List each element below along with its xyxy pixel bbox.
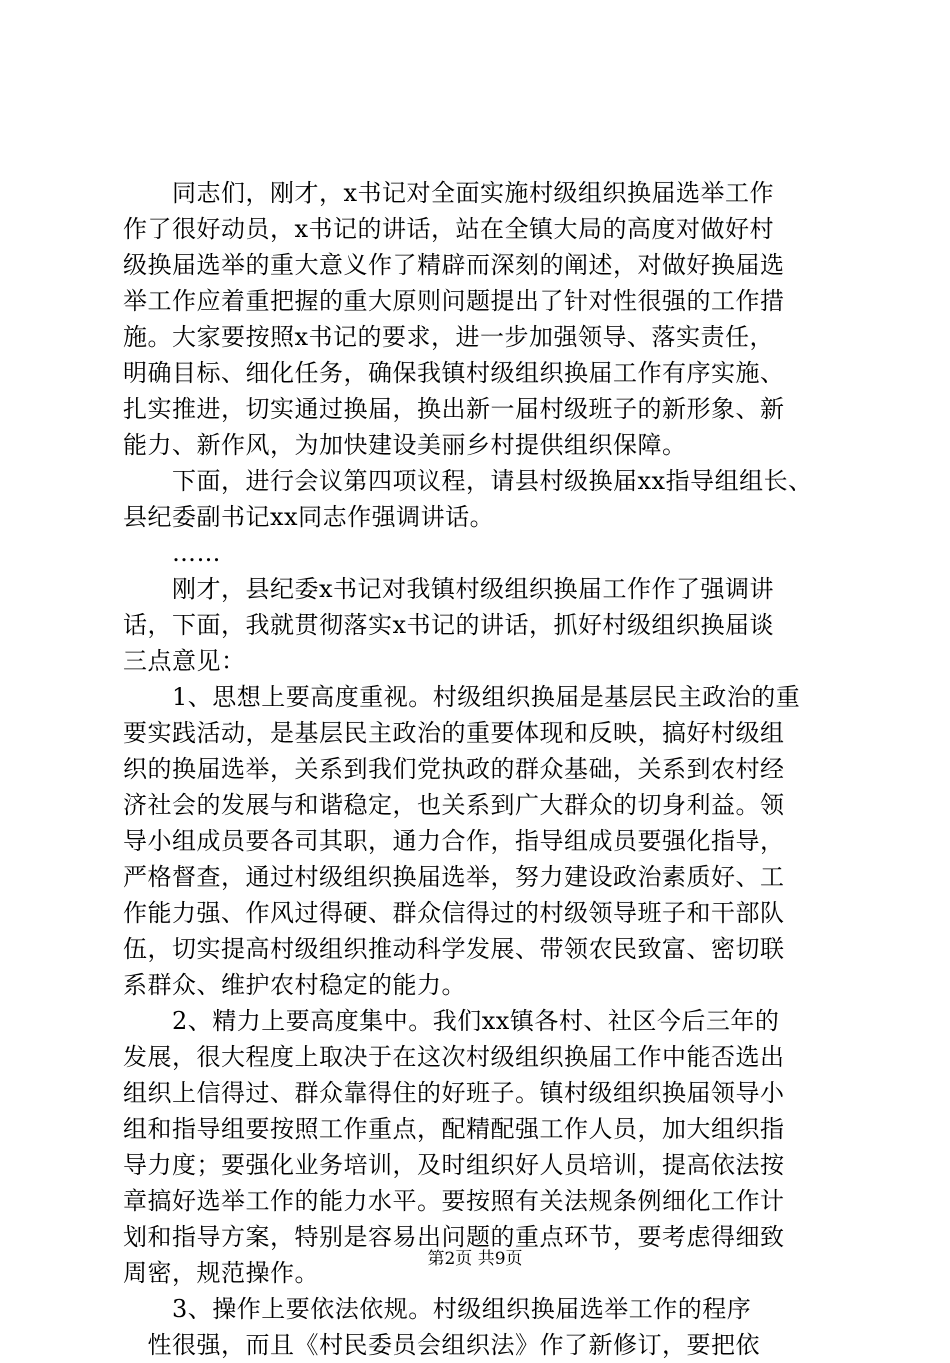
text-line: 严格督查，通过村级组织换届选举，努力建设政治素质好、工 (123, 863, 785, 891)
text-line: 组和指导组要按照工作重点，配精配强工作人员，加大组织指 (123, 1115, 785, 1143)
text-line: 作能力强、作风过得硬、群众信得过的村级领导班子和干部队 (123, 899, 785, 927)
text-line: 系群众、维护农村稳定的能力。 (123, 971, 466, 999)
text-line: 作了很好动员，x书记的讲话，站在全镇大局的高度对做好村 (123, 215, 775, 243)
text-line: …… (123, 539, 221, 567)
text-line: 发展，很大程度上取决于在这次村级组织换届工作中能否选出 (123, 1043, 785, 1071)
text-line: 伍，切实提高村级组织推动科学发展、带领农民致富、密切联 (123, 935, 785, 963)
text-line: 划和指导方案，特别是容易出问题的重点环节，要考虑得细致 (123, 1223, 785, 1251)
text-line: 级换届选举的重大意义作了精辟而深刻的阐述，对做好换届选 (123, 251, 785, 279)
text-line: 组织上信得过、群众靠得住的好班子。镇村级组织换届领导小 (123, 1079, 785, 1107)
text-line: 导小组成员要各司其职，通力合作，指导组成员要强化指导， (123, 827, 785, 855)
text-line: 同志们，刚才，x书记对全面实施村级组织换届选举工作 (123, 179, 775, 207)
text-line: 举工作应着重把握的重大原则问题提出了针对性很强的工作措 (123, 287, 785, 315)
text-line: 刚才，县纪委x书记对我镇村级组织换届工作作了强调讲 (123, 575, 775, 603)
text-line: 县纪委副书记xx同志作强调讲话。 (123, 503, 495, 531)
text-line: 3、操作上要依法依规。村级组织换届选举工作的程序 (123, 1295, 752, 1323)
text-line: 扎实推进，切实通过换届，换出新一届村级班子的新形象、新 (123, 395, 785, 423)
text-line: 话，下面，我就贯彻落实x书记的讲话，抓好村级组织换届谈 (123, 611, 775, 639)
text-line: 1、思想上要高度重视。村级组织换届是基层民主政治的重 (123, 683, 801, 711)
text-line: 织的换届选举，关系到我们党执政的群众基础，关系到农村经 (123, 755, 785, 783)
text-line: 下面，进行会议第四项议程，请县村级换届xx指导组组长、 (123, 467, 813, 495)
text-line: 章搞好选举工作的能力水平。要按照有关法规条例细化工作计 (123, 1187, 785, 1215)
text-line: 三点意见： (123, 647, 246, 675)
text-line: 要实践活动，是基层民主政治的重要体现和反映，搞好村级组 (123, 719, 785, 747)
text-line: 导力度；要强化业务培训，及时组织好人员培训，提高依法按 (123, 1151, 785, 1179)
text-line: 性很强，而且《村民委员会组织法》作了新修订，要把依 (123, 1331, 760, 1359)
text-line: 施。大家要按照x书记的要求，进一步加强领导、落实责任， (123, 323, 775, 351)
text-line: 周密，规范操作。 (123, 1259, 319, 1287)
text-line: 2、精力上要高度集中。我们xx镇各村、社区今后三年的 (123, 1007, 780, 1035)
text-line: 明确目标、细化任务，确保我镇村级组织换届工作有序实施、 (123, 359, 785, 387)
document-body (123, 175, 833, 1363)
text-line: 能力、新作风，为加快建设美丽乡村提供组织保障。 (123, 431, 687, 459)
text-line: 济社会的发展与和谐稳定，也关系到广大群众的切身利益。领 (123, 791, 785, 819)
page-footer: 第2页 共9页 (427, 1249, 523, 1269)
